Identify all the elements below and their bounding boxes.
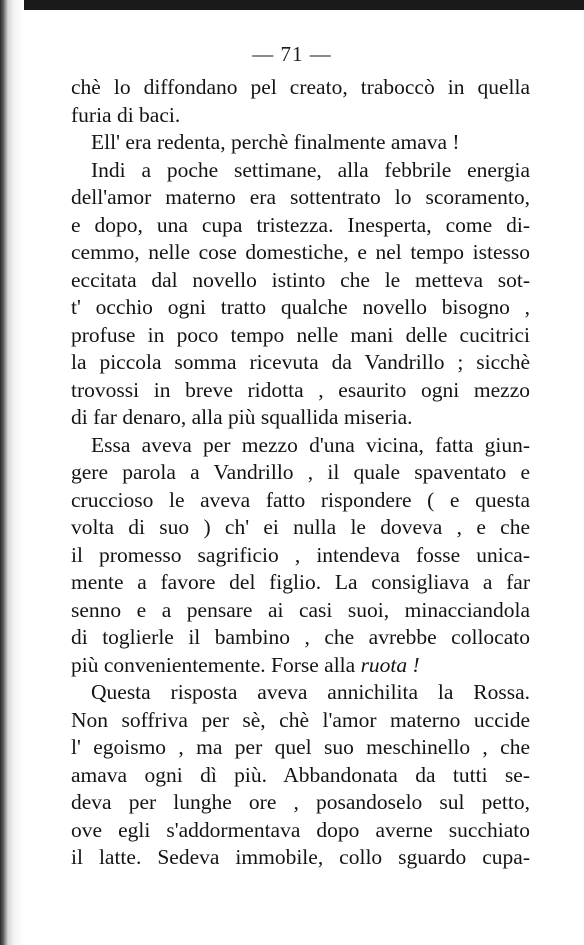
text-line-content: eccitata dal novello istinto che le metteva sot-	[71, 267, 530, 292]
text-line	[71, 294, 530, 322]
text-line-content: dell'amor materno era sottentrato lo scoramento,	[71, 185, 530, 209]
text-line	[71, 679, 530, 707]
text-line-content: volta di suo ) ch' ei nulla le doveva , e che	[71, 515, 530, 539]
text-line	[71, 487, 530, 515]
text-line	[71, 707, 530, 735]
text-line-content: gere parola a Vandrillo , il quale spaventato e	[71, 460, 530, 484]
text-line-content: cruccioso le aveva fatto rispondere ( e questa	[71, 487, 530, 512]
text-line	[71, 129, 530, 157]
text-line-content: profuse in poco tempo nelle mani delle cucitrici	[71, 322, 530, 347]
text-line-content: il promesso sagrificio , intendeva fosse unica-	[71, 542, 530, 567]
text-line	[71, 624, 530, 652]
text-line-content: trovossi in breve ridotta , esaurito ogni mezzo	[71, 377, 530, 402]
text-line-content: amava ogni dì più. Abbandonata da tutti se-	[71, 762, 530, 787]
text-line-content: t' occhio ogni tratto qualche novello bisogno ,	[71, 295, 530, 319]
text-line	[71, 817, 530, 845]
page-number: — 71 —	[252, 42, 332, 66]
text-line-content: Essa aveva per mezzo d'una vicina, fatta giun-	[91, 432, 530, 457]
text-line	[71, 102, 530, 130]
text-line-content: di far denaro, alla più squallida miseria.	[71, 405, 413, 429]
text-line	[71, 212, 530, 240]
text-line-content: ove egli s'addormentava dopo averne succhiato	[71, 817, 530, 842]
text-line	[71, 157, 530, 185]
text-line-content: senno e a pensare ai casi suoi, minacciandola	[71, 597, 530, 622]
text-line	[71, 734, 530, 762]
text-line	[71, 432, 530, 460]
text-line	[71, 377, 530, 405]
text-line-content: Questa risposta aveva annichilita la Rossa.	[91, 680, 530, 704]
text-line	[71, 459, 530, 487]
text-line-content: il latte. Sedeva immobile, collo sguardo cupa-	[71, 845, 530, 869]
page-text	[71, 74, 530, 872]
text-line	[71, 844, 530, 872]
text-line	[71, 652, 530, 680]
text-line-content: chè lo diffondano pel creato, traboccò in quella	[71, 75, 530, 99]
text-line	[71, 597, 530, 625]
text-line	[71, 184, 530, 212]
text-line-content: mente a favore del figlio. La consigliava a far	[71, 570, 530, 594]
text-line-content: di toglierle il bambino , che avrebbe collocato	[71, 625, 530, 649]
text-line	[71, 239, 530, 267]
text-line	[71, 267, 530, 295]
text-line	[71, 514, 530, 542]
text-line	[71, 404, 530, 432]
text-line-content: l' egoismo , ma per quel suo meschinello , che	[71, 735, 530, 759]
text-line-content: Non soffriva per sè, chè l'amor materno uccide	[71, 707, 530, 732]
text-line-content: Indi a poche settimane, alla febbrile energia	[91, 157, 530, 182]
text-line	[71, 789, 530, 817]
text-line	[71, 322, 530, 350]
text-line-content: Ell' era redenta, perchè finalmente amava !	[91, 130, 460, 154]
text-line-content: più convenientemente. Forse alla	[71, 652, 361, 677]
text-line	[71, 349, 530, 377]
text-line	[71, 542, 530, 570]
italic-word: ruota !	[360, 652, 420, 677]
text-line-content: deva per lunghe ore , posandoselo sul petto,	[71, 790, 530, 814]
text-line	[71, 74, 530, 102]
text-line-content: la piccola somma ricevuta da Vandrillo ; sicchè	[71, 350, 530, 374]
text-line	[71, 569, 530, 597]
text-line-content: cemmo, nelle cose domestiche, e nel tempo istesso	[71, 240, 530, 264]
text-line	[71, 762, 530, 790]
text-line-content: furia di baci.	[71, 102, 181, 127]
text-line-content: e dopo, una cupa tristezza. Inesperta, come di-	[71, 212, 530, 237]
